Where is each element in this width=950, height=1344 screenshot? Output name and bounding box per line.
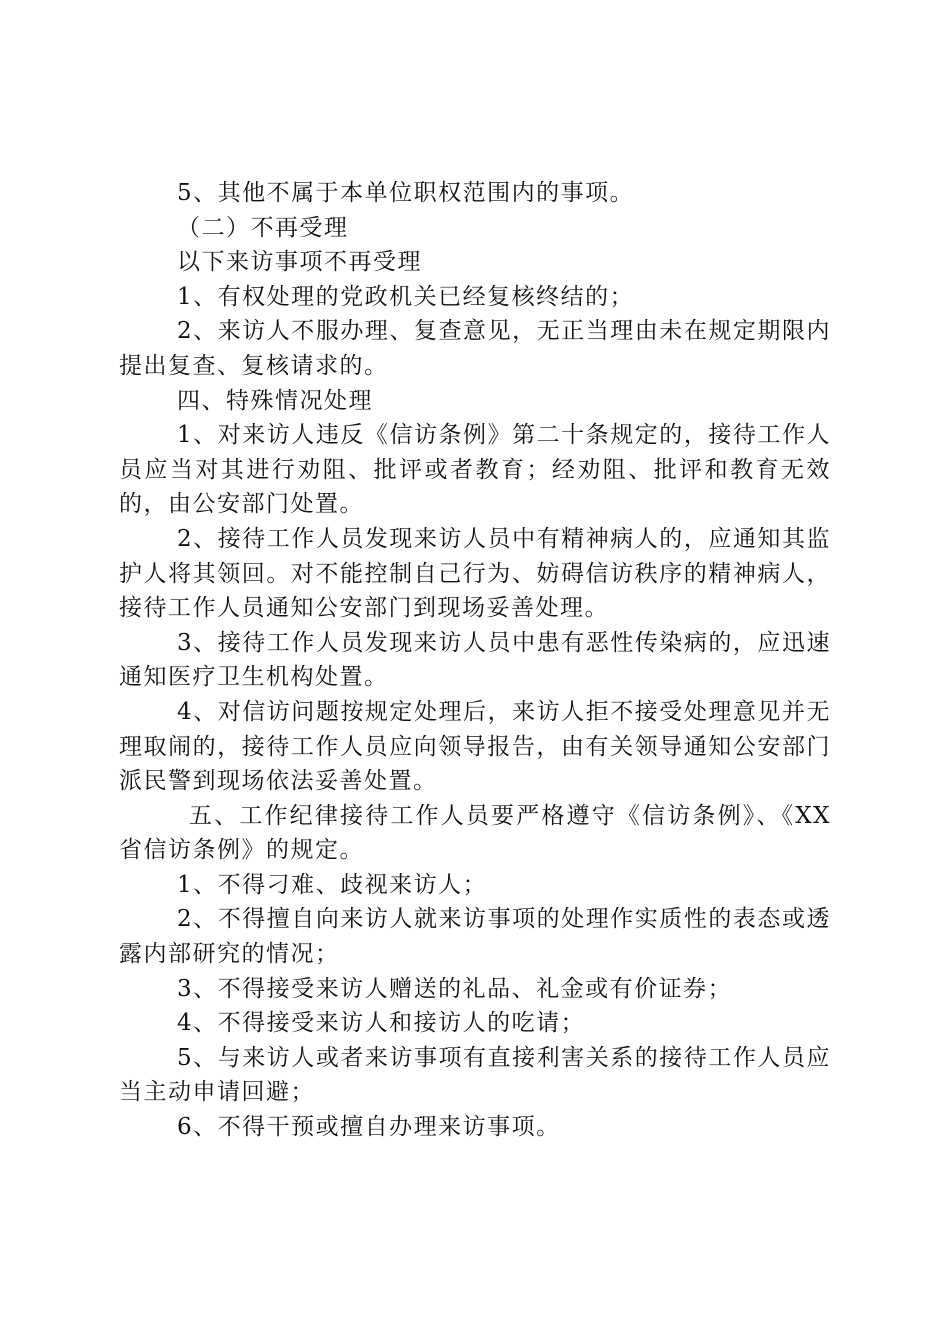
- paragraph: 3、接待工作人员发现来访人员中患有恶性传染病的，应迅速通知医疗卫生机构处置。: [119, 629, 831, 691]
- paragraph: 5、其他不属于本单位职权范围内的事项。: [177, 180, 635, 206]
- paragraph: 5、与来访人或者来访事项有直接利害关系的接待工作人员应当主动申请回避；: [119, 1044, 831, 1106]
- section-heading: （二）不再受理: [177, 214, 349, 241]
- paragraph: 以下来访事项不再受理: [177, 249, 422, 276]
- paragraph: 6、不得干预或擅自办理来访事项。: [177, 1114, 561, 1141]
- paragraph: 1、不得刁难、歧视来访人；: [177, 871, 488, 898]
- paragraph: 1、对来访人违反《信访条例》第二十条规定的，接待工作人员应当对其进行劝阻、批评或者教育；经劝阻、批评和教育无效的，由公安部门处置。: [119, 422, 831, 518]
- document-body: [119, 176, 831, 1145]
- paragraph: 2、不得擅自向来访人就来访事项的处理作实质性的表态或透露内部研究的情况；: [119, 906, 831, 968]
- paragraph: 1、有权处理的党政机关已经复核终结的；: [177, 283, 635, 310]
- paragraph: 3、不得接受来访人赠送的礼品、礼金或有价证券；: [177, 975, 733, 1002]
- paragraph: 4、对信访问题按规定处理后，来访人拒不接受处理意见并无理取闹的，接待工作人员应向领导报告，由有关领导通知公安部门派民警到现场依法妥善处置。: [119, 698, 831, 795]
- paragraph: 4、不得接受来访人和接访人的吃请；: [177, 1010, 586, 1037]
- section-heading: 五、工作纪律接待工作人员要严格遵守《信访条例》、《XX省信访条例》的规定。: [119, 802, 831, 864]
- section-heading: 四、特殊情况处理: [177, 387, 373, 414]
- paragraph: 2、来访人不服办理、复查意见，无正当理由未在规定期限内提出复查、复核请求的。: [119, 318, 831, 379]
- paragraph: 2、接待工作人员发现来访人员中有精神病人的，应通知其监护人将其领回。对不能控制自己行为、妨碍信访秩序的精神病人，接待工作人员通知公安部门到现场妥善处理。: [119, 525, 831, 622]
